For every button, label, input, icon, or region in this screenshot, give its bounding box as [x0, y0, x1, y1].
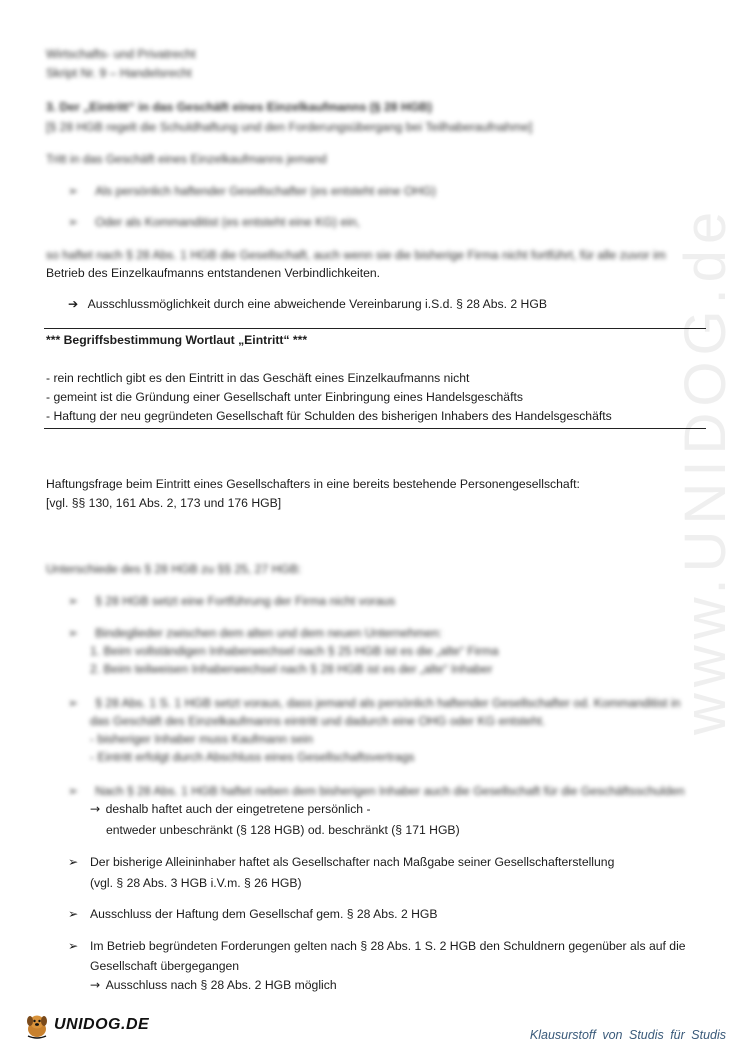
blurred-bullet: ➢ Nach § 28 Abs. 1 HGB haftet neben dem bisherigen Inhaber auch die Gesellschaft für die Geschäftsschulden [68, 784, 685, 798]
dog-mascot-icon [22, 1010, 52, 1040]
blurred-line: so haftet nach § 28 Abs. 1 HGB die Gesellschaft, auch wenn sie die bisherige Firma nicht fortführt, für alle zuvor im [46, 248, 666, 262]
bullet-icon: ➢ [68, 855, 79, 869]
right-arrow-icon: ➔ [68, 297, 79, 311]
arrow-item-text: deshalb haftet auch der eingetretene persönlich - [105, 802, 371, 816]
arrow-item-continuation: entweder unbeschränkt (§ 128 HGB) od. beschränkt (§ 171 HGB) [106, 823, 460, 837]
citation-line: [vgl. §§ 130, 161 Abs. 2, 173 und 176 HGB] [46, 496, 282, 510]
box-line: - Haftung der neu gegründeten Gesellschaft für Schulden des bisherigen Inhabers des Handelsgeschäfts [46, 409, 612, 423]
arrow-item [68, 297, 547, 311]
box-top-rule [44, 328, 706, 329]
blurred-line: - Eintritt erfolgt durch Abschluss eines Gesellschaftsvertrags [90, 750, 415, 764]
blurred-bullet: ➢ Als persönlich haftender Gesellschafter (es entsteht eine OHG) [68, 184, 436, 198]
list-item-text: Gesellschaft übergegangen [90, 959, 240, 973]
box-line: - rein rechtlich gibt es den Eintritt in das Geschäft eines Einzelkaufmanns nicht [46, 371, 470, 385]
blurred-header-line: Skript Nr. 9 – Handelsrecht [46, 66, 192, 80]
list-item-text: Der bisherige Alleininhaber haftet als Gesellschafter nach Maßgabe seiner Gesellschafterstellung [90, 855, 615, 869]
blurred-bullet: ➢ Bindeglieder zwischen dem alten und dem neuen Unternehmen: [68, 626, 443, 640]
blurred-line: - bisheriger Inhaber muss Kaufmann sein [90, 732, 313, 746]
arrow-item [90, 978, 337, 992]
blurred-line: [§ 28 HGB regelt die Schuldhaftung und den Forderungsübergang bei Teilhaberaufnahme] [46, 120, 533, 134]
footer-tagline: Klausurstoff von Studis für Studis [529, 1028, 726, 1042]
blurred-heading: 3. Der „Eintritt“ in das Geschäft eines Einzelkaufmanns (§ 28 HGB) [46, 100, 433, 114]
right-arrow-icon: → [90, 978, 101, 992]
blurred-bullet: ➢ Oder als Kommanditist (es entsteht eine KG) ein, [68, 215, 361, 229]
arrow-item-text: Ausschlussmöglichkeit durch eine abweichende Vereinbarung i.S.d. § 28 Abs. 2 HGB [87, 297, 547, 311]
blurred-line: Tritt in das Geschäft eines Einzelkaufmanns jemand [46, 152, 327, 166]
blurred-header-line: Wirtschafts- und Privatrecht [46, 47, 196, 61]
box-bottom-rule [44, 428, 706, 429]
arrow-item-text: Ausschluss nach § 28 Abs. 2 HGB möglich [105, 978, 337, 992]
list-item-text: (vgl. § 28 Abs. 3 HGB i.V.m. § 26 HGB) [90, 876, 302, 890]
list-item-text: Im Betrieb begründeten Forderungen gelten nach § 28 Abs. 1 S. 2 HGB den Schuldnern gegenüber als auf die [90, 939, 686, 953]
box-line: - gemeint ist die Gründung einer Gesellschaft unter Einbringung eines Handelsgeschäfts [46, 390, 523, 404]
blurred-line: 1. Beim vollständigen Inhaberwechsel nach § 25 HGB ist es die „alte“ Firma [90, 644, 499, 658]
watermark: www.UNIDOG.de [673, 205, 738, 735]
list-item-text: Ausschluss der Haftung dem Gesellschaf gem. § 28 Abs. 2 HGB [90, 907, 438, 921]
arrow-item [90, 802, 371, 816]
bullet-icon: ➢ [68, 907, 79, 921]
right-arrow-icon: → [90, 802, 101, 816]
body-text-line: Betrieb des Einzelkaufmanns entstandenen Verbindlichkeiten. [46, 266, 381, 280]
blurred-line: Unterschiede des § 28 HGB zu §§ 25, 27 HGB: [46, 562, 302, 576]
logo-text: UNIDOG.DE [54, 1016, 150, 1033]
blurred-bullet: ➢ § 28 HGB setzt eine Fortführung der Firma nicht voraus [68, 594, 396, 608]
body-text-line: Haftungsfrage beim Eintritt eines Gesellschafters in eine bereits bestehende Personengesellschaft: [46, 477, 580, 491]
bullet-icon: ➢ [68, 939, 79, 953]
blurred-bullet: ➢ § 28 Abs. 1 S. 1 HGB setzt voraus, dass jemand als persönlich haftender Gesellschafter od. Kommanditist in [68, 696, 681, 710]
blurred-line: 2. Beim teilweisen Inhaberwechsel nach § 28 HGB ist es der „alte“ Inhaber [90, 662, 493, 676]
unidog-logo [22, 1010, 149, 1040]
blurred-line: das Geschäft des Einzelkaufmanns eintritt und dadurch eine OHG oder KG entsteht. [90, 714, 546, 728]
box-heading: *** Begriffsbestimmung Wortlaut „Eintritt“ *** [46, 333, 308, 347]
